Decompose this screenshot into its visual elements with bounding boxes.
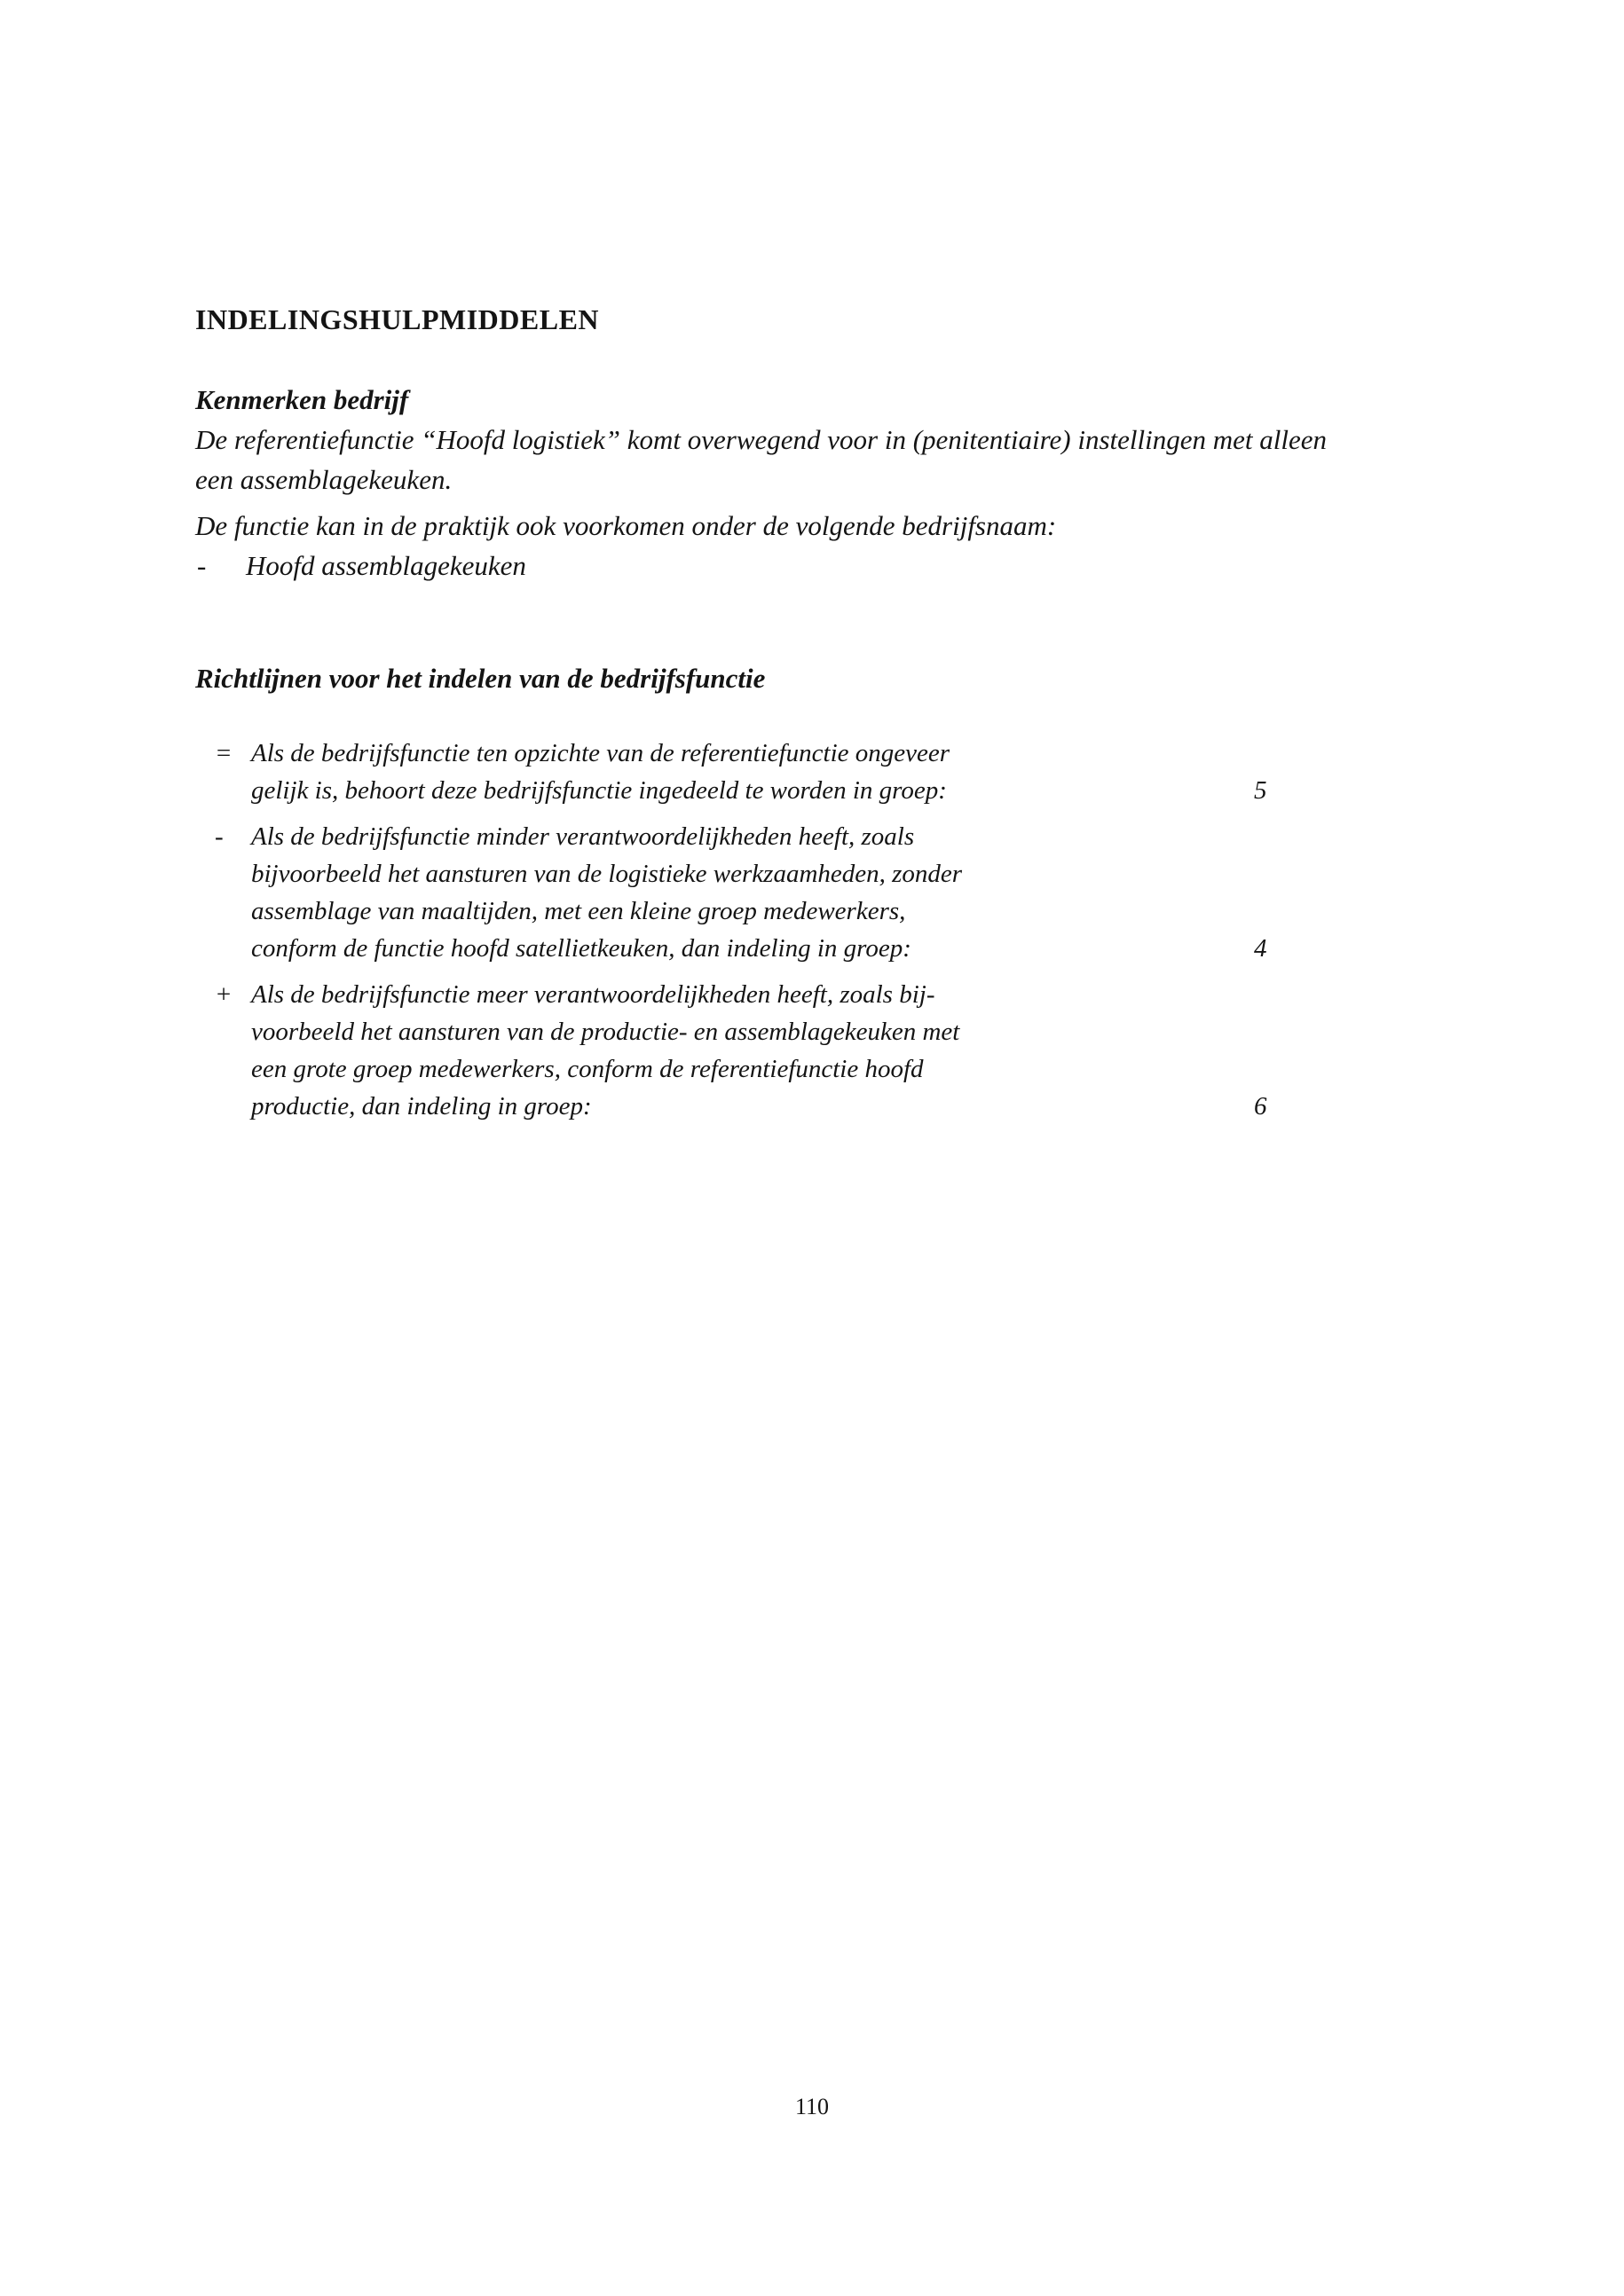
guideline-text: Als de bedrijfsfunctie meer verantwoordelijkheden heeft, zoals bij- voorbeeld het aansturen van de productie- en assemblagekeuken met een grote groep medewerkers, conform de referentiefunctie hoofd productie, dan indeling in groep: <box>251 980 960 1120</box>
guideline-group-number: 5 <box>1254 776 1267 805</box>
guideline-item <box>195 735 1455 809</box>
guideline-text: Als de bedrijfsfunctie ten opzichte van de referentiefunctie ongeveer gelijk is, behoort deze bedrijfsfunctie ingedeeld te worden in groep: <box>251 739 950 805</box>
bedrijfsnaam-dash-marker: - <box>197 550 207 581</box>
richtlijnen-heading: Richtlijnen voor het indelen van de bedrijfsfunctie <box>195 663 766 694</box>
guideline-comparison-marker: + <box>215 980 233 1009</box>
bedrijfsnaam-list-item <box>195 546 1455 586</box>
page-number: 110 <box>794 2094 830 2119</box>
section-kenmerken-bedrijf <box>195 380 1455 586</box>
guideline-comparison-marker: = <box>215 739 233 767</box>
guideline-item <box>195 818 1455 967</box>
guideline-item <box>195 976 1455 1125</box>
bedrijfsnaam-intro-paragraph: De functie kan in de praktijk ook voorkomen onder de volgende bedrijfsnaam: <box>195 510 1057 541</box>
guideline-list <box>195 735 1455 1125</box>
kenmerken-paragraph: De referentiefunctie “Hoofd logistiek” komt overwegend voor in (penitentiaire) instellingen met alleen een assemblagekeuken. <box>195 424 1327 495</box>
guideline-group-number: 4 <box>1254 934 1267 963</box>
guideline-text: Als de bedrijfsfunctie minder verantwoordelijkheden heeft, zoals bijvoorbeeld het aansturen van de logistieke werkzaamheden, zonder assemblage van maaltijden, met een kleine groep medewerkers, conform de functie hoofd satellietkeuken, dan indeling in groep: <box>251 822 963 963</box>
kenmerken-heading: Kenmerken bedrijf <box>195 384 409 415</box>
section-richtlijnen <box>195 658 1455 1134</box>
guideline-comparison-marker: - <box>215 822 224 851</box>
page-title: INDELINGSHULPMIDDELEN <box>195 303 600 335</box>
bedrijfsnaam-text: Hoofd assemblagekeuken <box>246 550 526 581</box>
guideline-group-number: 6 <box>1254 1092 1267 1120</box>
